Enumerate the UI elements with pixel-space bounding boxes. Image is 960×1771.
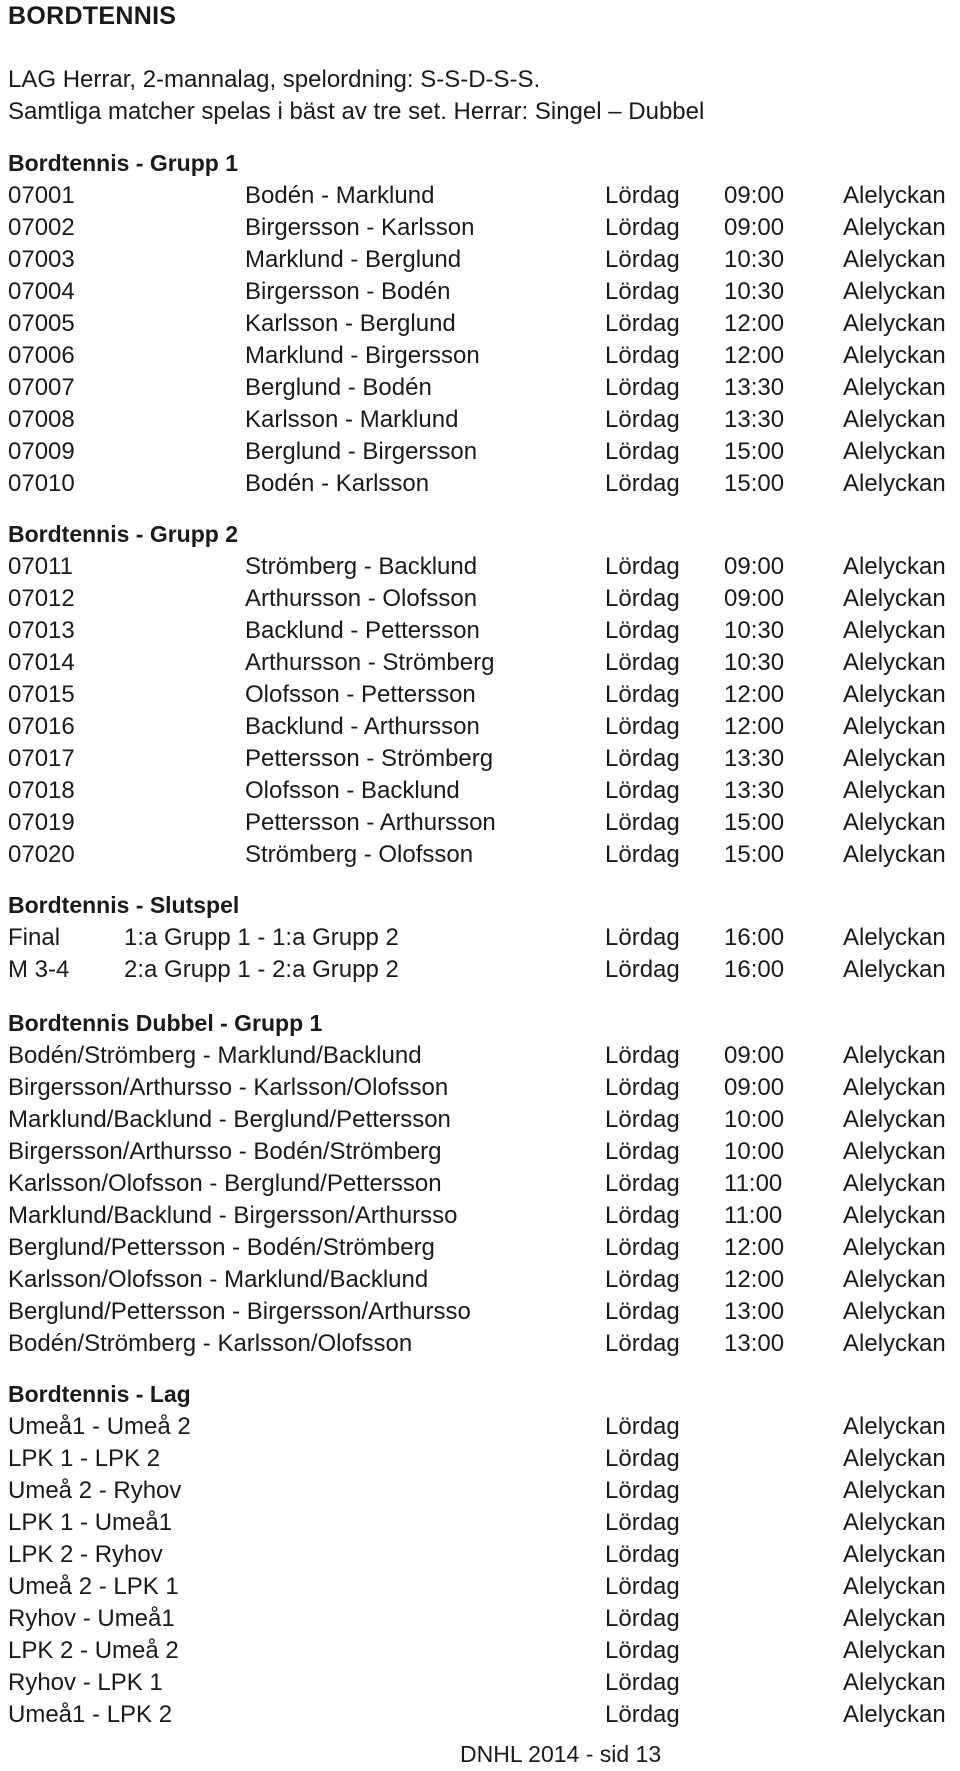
table-row	[0, 807, 960, 839]
match-players: Pettersson - Strömberg	[245, 745, 494, 772]
match-players: Marklund - Birgersson	[245, 342, 480, 369]
match-time: 15:00	[724, 841, 785, 868]
match-venue: Alelyckan	[843, 1701, 946, 1728]
page-footer: DNHL 2014 - sid 13	[460, 1741, 662, 1767]
table-row	[0, 1475, 960, 1507]
section-heading-slutspel: Bordtennis - Slutspel	[8, 892, 240, 918]
match-day: Lördag	[605, 1605, 680, 1632]
match-players: Birgersson/Arthursso - Karlsson/Olofsson	[8, 1074, 449, 1101]
match-venue: Alelyckan	[843, 246, 946, 273]
intro-line-1: LAG Herrar, 2-mannalag, spelordning: S-S-D-S-S.	[8, 66, 541, 93]
section-heading-grupp-2: Bordtennis - Grupp 2	[8, 521, 238, 547]
match-players: Strömberg - Olofsson	[245, 841, 474, 868]
match-players: Birgersson/Arthursso - Bodén/Strömberg	[8, 1138, 442, 1165]
match-day: Lördag	[605, 956, 680, 983]
match-players: Karlsson/Olofsson - Marklund/Backlund	[8, 1266, 429, 1293]
match-players: 1:a Grupp 1 - 1:a Grupp 2	[124, 924, 399, 951]
match-day: Lördag	[605, 1509, 680, 1536]
match-venue: Alelyckan	[843, 278, 946, 305]
table-row	[0, 1507, 960, 1539]
match-venue: Alelyckan	[843, 1330, 946, 1357]
match-players: Berglund/Pettersson - Bodén/Strömberg	[8, 1234, 435, 1261]
match-time: 13:00	[724, 1330, 785, 1357]
match-players: Berglund/Pettersson - Birgersson/Arthursso	[8, 1298, 471, 1325]
match-day: Lördag	[605, 1202, 680, 1229]
match-time: 09:00	[724, 585, 785, 612]
match-players: Olofsson - Backlund	[245, 777, 460, 804]
match-players: Karlsson - Berglund	[245, 310, 456, 337]
match-id: 07015	[8, 681, 75, 708]
match-day: Lördag	[605, 406, 680, 433]
match-id: 07014	[8, 649, 75, 676]
match-day: Lördag	[605, 1477, 680, 1504]
match-venue: Alelyckan	[843, 1042, 946, 1069]
table-row	[0, 308, 960, 340]
match-time: 16:00	[724, 924, 785, 951]
match-day: Lördag	[605, 1170, 680, 1197]
match-players: Bodén - Karlsson	[245, 470, 430, 497]
match-venue: Alelyckan	[843, 342, 946, 369]
match-time: 12:00	[724, 1234, 785, 1261]
table-row	[0, 404, 960, 436]
match-id: 07009	[8, 438, 75, 465]
match-venue: Alelyckan	[843, 924, 946, 951]
match-time: 12:00	[724, 713, 785, 740]
match-time: 10:00	[724, 1106, 785, 1133]
match-players: Ryhov - LPK 1	[8, 1669, 163, 1696]
match-venue: Alelyckan	[843, 1669, 946, 1696]
table-row	[0, 615, 960, 647]
match-venue: Alelyckan	[843, 1445, 946, 1472]
table-row	[0, 1603, 960, 1635]
match-id: 07004	[8, 278, 75, 305]
match-day: Lördag	[605, 214, 680, 241]
match-day: Lördag	[605, 681, 680, 708]
table-row	[0, 1136, 960, 1168]
match-time: 13:30	[724, 777, 785, 804]
match-day: Lördag	[605, 809, 680, 836]
match-players: Olofsson - Pettersson	[245, 681, 476, 708]
match-venue: Alelyckan	[843, 214, 946, 241]
match-time: 13:30	[724, 406, 785, 433]
match-day: Lördag	[605, 1445, 680, 1472]
match-players: LPK 1 - LPK 2	[8, 1445, 161, 1472]
match-time: 09:00	[724, 182, 785, 209]
match-id: 07002	[8, 214, 75, 241]
match-time: 10:00	[724, 1138, 785, 1165]
table-row	[0, 551, 960, 583]
table-row	[0, 922, 960, 954]
match-time: 12:00	[724, 310, 785, 337]
match-venue: Alelyckan	[843, 681, 946, 708]
match-id: 07017	[8, 745, 75, 772]
table-row	[0, 1443, 960, 1475]
match-day: Lördag	[605, 553, 680, 580]
match-day: Lördag	[605, 924, 680, 951]
table-row	[0, 1571, 960, 1603]
table-row	[0, 1168, 960, 1200]
match-players: Bodén - Marklund	[245, 182, 435, 209]
match-venue: Alelyckan	[843, 1074, 946, 1101]
table-row	[0, 1264, 960, 1296]
match-day: Lördag	[605, 1138, 680, 1165]
match-venue: Alelyckan	[843, 438, 946, 465]
match-day: Lördag	[605, 1413, 680, 1440]
match-time: 13:00	[724, 1298, 785, 1325]
match-day: Lördag	[605, 342, 680, 369]
match-time: 10:30	[724, 617, 785, 644]
match-time: 15:00	[724, 809, 785, 836]
match-players: Marklund - Berglund	[245, 246, 462, 273]
match-time: 10:30	[724, 246, 785, 273]
match-day: Lördag	[605, 438, 680, 465]
match-time: 09:00	[724, 214, 785, 241]
match-players: Umeå1 - LPK 2	[8, 1701, 173, 1728]
table-row	[0, 1104, 960, 1136]
match-venue: Alelyckan	[843, 406, 946, 433]
match-venue: Alelyckan	[843, 617, 946, 644]
match-day: Lördag	[605, 1074, 680, 1101]
match-venue: Alelyckan	[843, 1138, 946, 1165]
match-id: 07008	[8, 406, 75, 433]
match-players: LPK 1 - Umeå1	[8, 1509, 173, 1536]
table-row	[0, 1072, 960, 1104]
match-venue: Alelyckan	[843, 1266, 946, 1293]
match-id: 07013	[8, 617, 75, 644]
match-id: 07003	[8, 246, 75, 273]
match-id: 07018	[8, 777, 75, 804]
match-day: Lördag	[605, 585, 680, 612]
match-id: 07016	[8, 713, 75, 740]
table-row	[0, 372, 960, 404]
match-day: Lördag	[605, 1573, 680, 1600]
intro-line-2: Samtliga matcher spelas i bäst av tre set. Herrar: Singel – Dubbel	[8, 98, 705, 125]
table-row	[0, 1539, 960, 1571]
match-players: 2:a Grupp 1 - 2:a Grupp 2	[124, 956, 399, 983]
table-row	[0, 647, 960, 679]
match-day: Lördag	[605, 1266, 680, 1293]
match-players: Bodén/Strömberg - Marklund/Backlund	[8, 1042, 422, 1069]
match-time: 10:30	[724, 649, 785, 676]
match-day: Lördag	[605, 374, 680, 401]
match-id: 07010	[8, 470, 75, 497]
match-players: Arthursson - Olofsson	[245, 585, 478, 612]
table-row	[0, 775, 960, 807]
match-venue: Alelyckan	[843, 1573, 946, 1600]
match-venue: Alelyckan	[843, 182, 946, 209]
match-players: Bodén/Strömberg - Karlsson/Olofsson	[8, 1330, 413, 1357]
match-time: 12:00	[724, 342, 785, 369]
match-day: Lördag	[605, 745, 680, 772]
match-venue: Alelyckan	[843, 585, 946, 612]
match-day: Lördag	[605, 182, 680, 209]
match-id: 07019	[8, 809, 75, 836]
match-time: 09:00	[724, 1074, 785, 1101]
match-players: Backlund - Arthursson	[245, 713, 480, 740]
match-time: 11:00	[724, 1170, 783, 1197]
match-players: Birgersson - Karlsson	[245, 214, 475, 241]
table-row	[0, 212, 960, 244]
match-venue: Alelyckan	[843, 470, 946, 497]
table-row	[0, 1200, 960, 1232]
match-venue: Alelyckan	[843, 553, 946, 580]
match-venue: Alelyckan	[843, 956, 946, 983]
table-row	[0, 244, 960, 276]
match-day: Lördag	[605, 1541, 680, 1568]
table-row	[0, 954, 960, 986]
table-row	[0, 1232, 960, 1264]
table-row	[0, 436, 960, 468]
match-players: LPK 2 - Umeå 2	[8, 1637, 179, 1664]
table-row	[0, 743, 960, 775]
match-day: Lördag	[605, 777, 680, 804]
match-players: Berglund - Birgersson	[245, 438, 478, 465]
match-time: 10:30	[724, 278, 785, 305]
match-time: 15:00	[724, 470, 785, 497]
table-row	[0, 1411, 960, 1443]
table-row	[0, 1328, 960, 1360]
match-players: Marklund/Backlund - Birgersson/Arthursso	[8, 1202, 458, 1229]
match-id: 07020	[8, 841, 75, 868]
match-venue: Alelyckan	[843, 713, 946, 740]
match-time: 16:00	[724, 956, 785, 983]
match-players: Umeå 2 - Ryhov	[8, 1477, 182, 1504]
table-row	[0, 1667, 960, 1699]
match-players: Umeå1 - Umeå 2	[8, 1413, 191, 1440]
match-venue: Alelyckan	[843, 1106, 946, 1133]
match-venue: Alelyckan	[843, 1413, 946, 1440]
match-time: 13:30	[724, 745, 785, 772]
match-time: 09:00	[724, 553, 785, 580]
match-venue: Alelyckan	[843, 745, 946, 772]
match-day: Lördag	[605, 470, 680, 497]
match-day: Lördag	[605, 1234, 680, 1261]
match-day: Lördag	[605, 1669, 680, 1696]
match-players: Birgersson - Bodén	[245, 278, 451, 305]
match-players: Karlsson/Olofsson - Berglund/Pettersson	[8, 1170, 442, 1197]
table-row	[0, 1635, 960, 1667]
match-day: Lördag	[605, 617, 680, 644]
match-venue: Alelyckan	[843, 374, 946, 401]
table-row	[0, 1699, 960, 1731]
match-day: Lördag	[605, 1330, 680, 1357]
match-id: M 3-4	[8, 956, 70, 983]
match-id: Final	[8, 924, 61, 951]
section-heading-lag: Bordtennis - Lag	[8, 1381, 191, 1407]
section-heading-grupp-1: Bordtennis - Grupp 1	[8, 150, 238, 176]
table-row	[0, 468, 960, 500]
match-day: Lördag	[605, 1106, 680, 1133]
match-venue: Alelyckan	[843, 649, 946, 676]
match-venue: Alelyckan	[843, 310, 946, 337]
match-players: Marklund/Backlund - Berglund/Pettersson	[8, 1106, 451, 1133]
match-players: Karlsson - Marklund	[245, 406, 459, 433]
match-id: 07011	[8, 553, 73, 580]
match-players: Berglund - Bodén	[245, 374, 432, 401]
match-venue: Alelyckan	[843, 1170, 946, 1197]
match-time: 12:00	[724, 681, 785, 708]
table-row	[0, 180, 960, 212]
match-day: Lördag	[605, 841, 680, 868]
match-id: 07001	[8, 182, 75, 209]
table-row	[0, 839, 960, 871]
match-time: 11:00	[724, 1202, 783, 1229]
match-players: Backlund - Pettersson	[245, 617, 480, 644]
match-id: 07005	[8, 310, 75, 337]
table-row	[0, 340, 960, 372]
match-players: Strömberg - Backlund	[245, 553, 478, 580]
match-venue: Alelyckan	[843, 841, 946, 868]
table-row	[0, 276, 960, 308]
page-title: BORDTENNIS	[8, 2, 177, 30]
table-row	[0, 679, 960, 711]
table-row	[0, 1040, 960, 1072]
table-row	[0, 1296, 960, 1328]
match-day: Lördag	[605, 1042, 680, 1069]
section-heading-dubbel: Bordtennis Dubbel - Grupp 1	[8, 1010, 323, 1036]
match-day: Lördag	[605, 1701, 680, 1728]
match-id: 07012	[8, 585, 75, 612]
match-id: 07007	[8, 374, 75, 401]
match-day: Lördag	[605, 713, 680, 740]
match-players: Pettersson - Arthursson	[245, 809, 496, 836]
match-venue: Alelyckan	[843, 1541, 946, 1568]
match-venue: Alelyckan	[843, 1509, 946, 1536]
match-venue: Alelyckan	[843, 1477, 946, 1504]
match-time: 12:00	[724, 1266, 785, 1293]
match-day: Lördag	[605, 310, 680, 337]
match-venue: Alelyckan	[843, 1234, 946, 1261]
match-day: Lördag	[605, 278, 680, 305]
match-venue: Alelyckan	[843, 1637, 946, 1664]
match-day: Lördag	[605, 649, 680, 676]
match-time: 13:30	[724, 374, 785, 401]
match-time: 15:00	[724, 438, 785, 465]
match-time: 09:00	[724, 1042, 785, 1069]
match-players: Ryhov - Umeå1	[8, 1605, 175, 1632]
match-venue: Alelyckan	[843, 809, 946, 836]
match-venue: Alelyckan	[843, 1202, 946, 1229]
match-venue: Alelyckan	[843, 777, 946, 804]
match-day: Lördag	[605, 1298, 680, 1325]
table-row	[0, 711, 960, 743]
match-players: Arthursson - Strömberg	[245, 649, 495, 676]
table-row	[0, 583, 960, 615]
match-day: Lördag	[605, 246, 680, 273]
match-id: 07006	[8, 342, 75, 369]
match-venue: Alelyckan	[843, 1605, 946, 1632]
match-venue: Alelyckan	[843, 1298, 946, 1325]
match-players: LPK 2 - Ryhov	[8, 1541, 163, 1568]
match-day: Lördag	[605, 1637, 680, 1664]
match-players: Umeå 2 - LPK 1	[8, 1573, 179, 1600]
